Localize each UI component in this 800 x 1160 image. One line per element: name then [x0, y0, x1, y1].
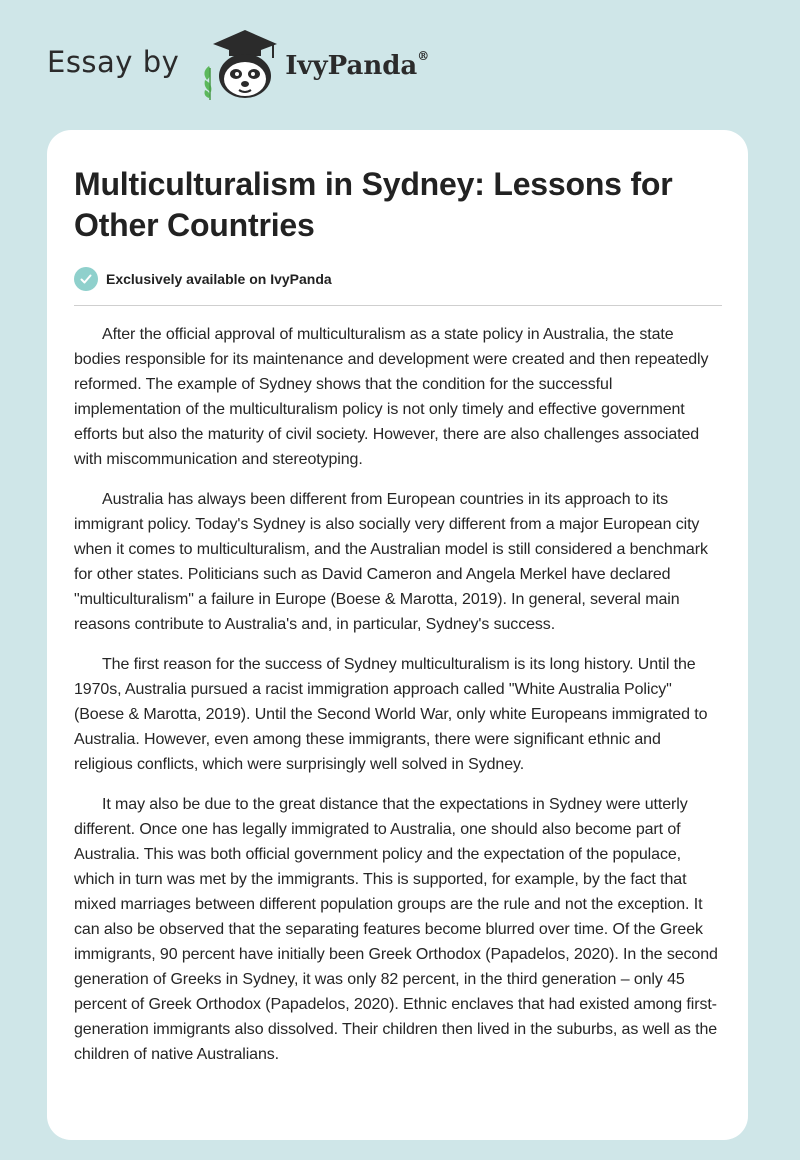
paragraph: Australia has always been different from European countries in its approach to its immigrant policy. Today's Sydney is also socially very different from a major European city when it comes to multiculturalism, and the Australian model is still considered a benchmark for other states. Politicians such as David Cameron and Angela Merkel have declared "multiculturalism" a failure in Europe (Boese & Marotta, 2019). In general, several main reasons contribute to Australia's and, in particular, Sydney's success.	[74, 491, 708, 633]
divider	[74, 305, 722, 306]
brand-text: IvyPanda	[285, 51, 418, 81]
site-header	[47, 30, 429, 110]
paragraph: After the official approval of multiculturalism as a state policy in Australia, the state bodies responsible for its maintenance and development were created and then repeatedly reformed. The example of Sydney shows that the condition for the successful implementation of the multiculturalism policy is not only timely and effective government efforts but also the maturity of civil society. However, there are also challenges associated with miscommunication and stereotyping.	[74, 326, 709, 468]
essay-card	[47, 130, 748, 1140]
essay-body	[74, 322, 721, 1067]
page-title: Multiculturalism in Sydney: Lessons for Other Countries	[74, 166, 673, 243]
paragraph: It may also be due to the great distance that the expectations in Sydney were utterly different. Once one has legally immigrated to Australia, one should also become part of Australia. This was both official government policy and the expectation of the populace, which in turn was met by the immigrants. This is supported, for example, by the fact that mixed marriages between different population groups are the rule and not the exception. It can also be observed that the separating features become blurred over time. Of the Greek immigrants, 90 percent have initially been Greek Orthodox (Papadelos, 2020). In the second generation of Greeks in Sydney, it was only 82 percent, in the third generation – only 45 percent of Greek Orthodox (Papadelos, 2020). Ethnic enclaves that had existed among first-generation immigrants also dissolved. Their children then lived in the suburbs, as well as the children of native Australians.	[74, 796, 718, 1063]
exclusive-badge	[74, 264, 721, 294]
panda-graduate-logo-icon[interactable]	[193, 24, 283, 104]
essay-by-label: Essay by	[47, 45, 180, 79]
trademark-symbol: ®	[417, 49, 430, 64]
paragraph: The first reason for the success of Sydney multiculturalism is its long history. Until the 1970s, Australia pursued a racist immigration approach called "White Australia Policy" (Boese & Marotta, 2019). Until the Second World War, only white Europeans immigrated to Australia. However, even among these immigrants, there were significant ethnic and religious conflicts, which were surprisingly well solved in Sydney.	[74, 656, 708, 773]
brand-name[interactable]	[285, 51, 429, 81]
exclusive-label: Exclusively available on IvyPanda	[106, 271, 332, 287]
check-circle-icon	[74, 267, 98, 291]
